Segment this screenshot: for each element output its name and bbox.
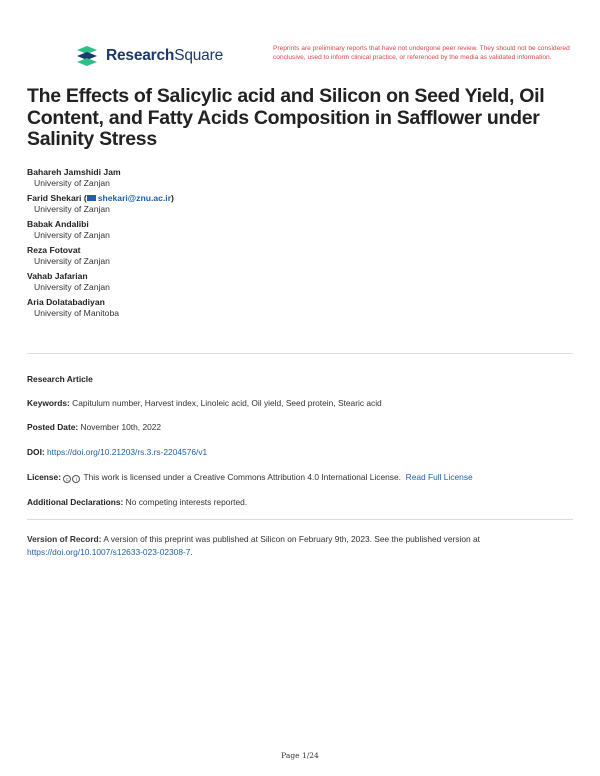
author-name: Aria Dolatabadiyan [27, 297, 105, 307]
divider [27, 519, 573, 520]
research-square-logo[interactable] [75, 46, 223, 66]
posted-date-label: Posted Date: [27, 422, 79, 432]
declarations-value: No competing interests reported. [125, 497, 248, 507]
author-block [27, 167, 567, 189]
divider [27, 353, 573, 354]
keywords-label: Keywords: [27, 398, 70, 408]
logo-text-research: Research [106, 47, 175, 64]
version-of-record-end: . [190, 547, 193, 557]
envelope-icon [87, 195, 96, 201]
author-affiliation: University of Zanjan [34, 204, 110, 214]
author-name: Babak Andalibi [27, 219, 89, 229]
version-of-record [27, 533, 573, 559]
research-square-logo-icon [75, 46, 99, 66]
author-name: Bahareh Jamshidi Jam [27, 167, 121, 177]
author-block [27, 219, 567, 241]
version-of-record-text: A version of this preprint was published at Silicon on February 9th, 2023. See the published version at [103, 534, 480, 544]
author-name: Vahab Jafarian [27, 271, 88, 281]
article-type: Research Article [27, 374, 93, 384]
author-email-link[interactable]: shekari@znu.ac.ir [97, 193, 172, 203]
logo-wordmark [106, 47, 223, 65]
preprint-disclaimer: Preprints are preliminary reports that have not undergone peer review. They should not be considered conclusive, used to inform clinical practice, or referenced by the media as validated information. [273, 45, 570, 61]
doi-line [27, 447, 573, 458]
posted-date-line [27, 422, 573, 433]
author-affiliation: University of Manitoba [34, 308, 120, 318]
author-affiliation: University of Zanjan [34, 256, 110, 266]
author-affiliation: University of Zanjan [34, 230, 110, 240]
declarations-label: Additional Declarations: [27, 497, 124, 507]
author-affiliation: University of Zanjan [34, 178, 110, 188]
author-block [27, 193, 567, 215]
posted-date-value: November 10th, 2022 [80, 422, 162, 432]
author-name: Reza Fotovat [27, 245, 81, 255]
license-label: License: [27, 472, 61, 482]
version-of-record-label: Version of Record: [27, 534, 102, 544]
doi-label: DOI: [27, 447, 45, 457]
license-line [27, 472, 573, 483]
author-affiliation: University of Zanjan [34, 282, 110, 292]
published-version-link[interactable]: https://doi.org/10.1007/s12633-023-02308-7 [27, 547, 191, 557]
keywords-value: Capitulum number, Harvest index, Linoleic acid, Oil yield, Seed protein, Stearic acid [72, 398, 382, 408]
attribution-icon: i [72, 475, 80, 483]
doi-link[interactable]: https://doi.org/10.21203/rs.3.rs-2204576/v1 [47, 447, 208, 457]
author-name-corresponding: Farid Shekari ( shekari@znu.ac.ir) [27, 193, 174, 203]
author-block [27, 297, 567, 319]
read-full-license-link[interactable]: Read Full License [405, 472, 473, 482]
creative-commons-icon: c [63, 475, 71, 483]
author-name: Farid Shekari [27, 193, 82, 203]
license-text: This work is licensed under a Creative Commons Attribution 4.0 International License. [83, 472, 401, 482]
paper-title: The Effects of Salicylic acid and Silicon on Seed Yield, Oil Content, and Fatty Acids Composition in Safflower under Salinity Stress [27, 85, 545, 150]
author-block [27, 245, 567, 267]
author-block [27, 271, 567, 293]
keywords-line [27, 398, 573, 409]
page-number: Page 1/24 [281, 751, 319, 760]
declarations-line [27, 497, 573, 508]
author-list [27, 167, 567, 323]
logo-text-square: Square [174, 47, 223, 64]
